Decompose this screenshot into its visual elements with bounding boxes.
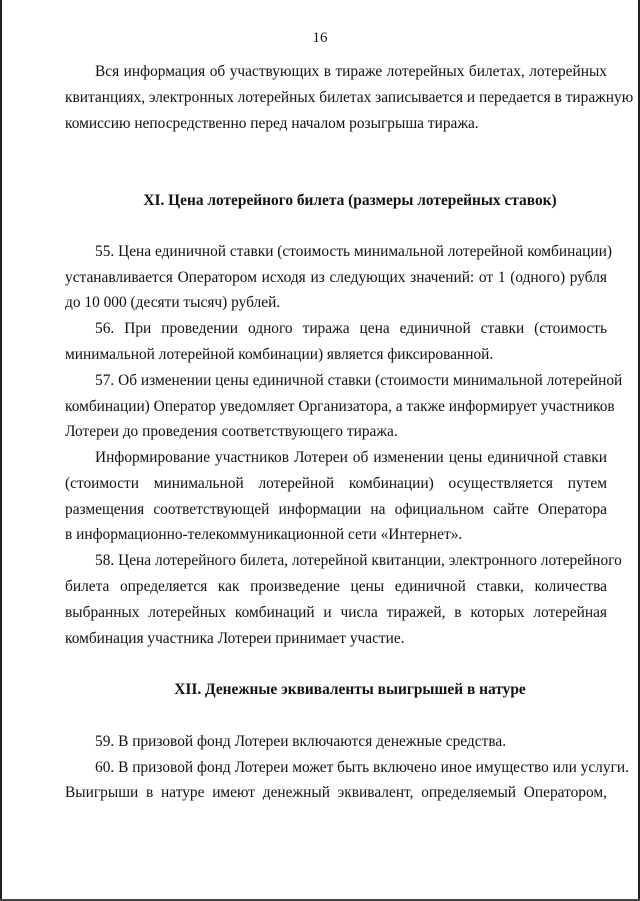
- text-line: комбинация участника Лотереи принимает участие.: [65, 630, 405, 647]
- page-border-left: [0, 0, 2, 901]
- text-line: Информирование участников Лотереи об изменении цены единичной ставки: [95, 449, 607, 466]
- text-line: (стоимости минимальной лотерейной комбинации) осуществляется путем: [65, 475, 607, 492]
- section-heading-xi: XI. Цена лотерейного билета (размеры лотерейных ставок): [143, 192, 557, 209]
- text-line: комбинации) Оператор уведомляет Организатора, а также информирует участников: [65, 398, 615, 415]
- text-line: выбранных лотерейных комбинаций и числа тиражей, в которых лотерейная: [65, 604, 607, 621]
- text-line: 56. При проведении одного тиража цена единичной ставки (стоимость: [95, 320, 607, 337]
- text-line: 60. В призовой фонд Лотереи может быть включено иное имущество или услуги.: [95, 759, 629, 776]
- text-line: Выигрыши в натуре имеют денежный эквивалент, определяемый Оператором,: [65, 784, 607, 801]
- text-line: до 10 000 (десяти тысяч) рублей.: [65, 294, 281, 311]
- text-line: в информационно-телекоммуникационной сети «Интернет».: [65, 526, 463, 543]
- text-line: 59. В призовой фонд Лотереи включаются денежные средства.: [95, 733, 507, 750]
- text-line: Вся информация об участвующих в тираже лотерейных билетах, лотерейных: [95, 63, 607, 80]
- text-line: 58. Цена лотерейного билета, лотерейной квитанции, электронного лотерейного: [95, 552, 622, 569]
- text-line: 57. Об изменении цены единичной ставки (стоимости минимальной лотерейной: [95, 372, 623, 389]
- text-line: комиссию непосредственно перед началом розыгрыша тиража.: [65, 115, 479, 132]
- text-line: размещения соответствующей информации на официальном сайте Оператора: [65, 501, 607, 518]
- section-heading-xii: XII. Денежные эквиваленты выигрышей в натуре: [174, 681, 526, 698]
- page-number: 16: [312, 30, 328, 46]
- text-line: 55. Цена единичной ставки (стоимость минимальной лотерейной комбинации): [95, 243, 613, 260]
- text-line: устанавливается Оператором исходя из следующих значений: от 1 (одного) рубля: [65, 269, 607, 286]
- text-line: билета определяется как произведение цены единичной ставки, количества: [65, 578, 607, 595]
- text-line: минимальной лотерейной комбинации) является фиксированной.: [65, 346, 494, 363]
- text-line: квитанциях, электронных лотерейных билетах записывается и передается в тиражную: [65, 89, 634, 106]
- text-line: Лотереи до проведения соответствующего тиража.: [65, 423, 398, 440]
